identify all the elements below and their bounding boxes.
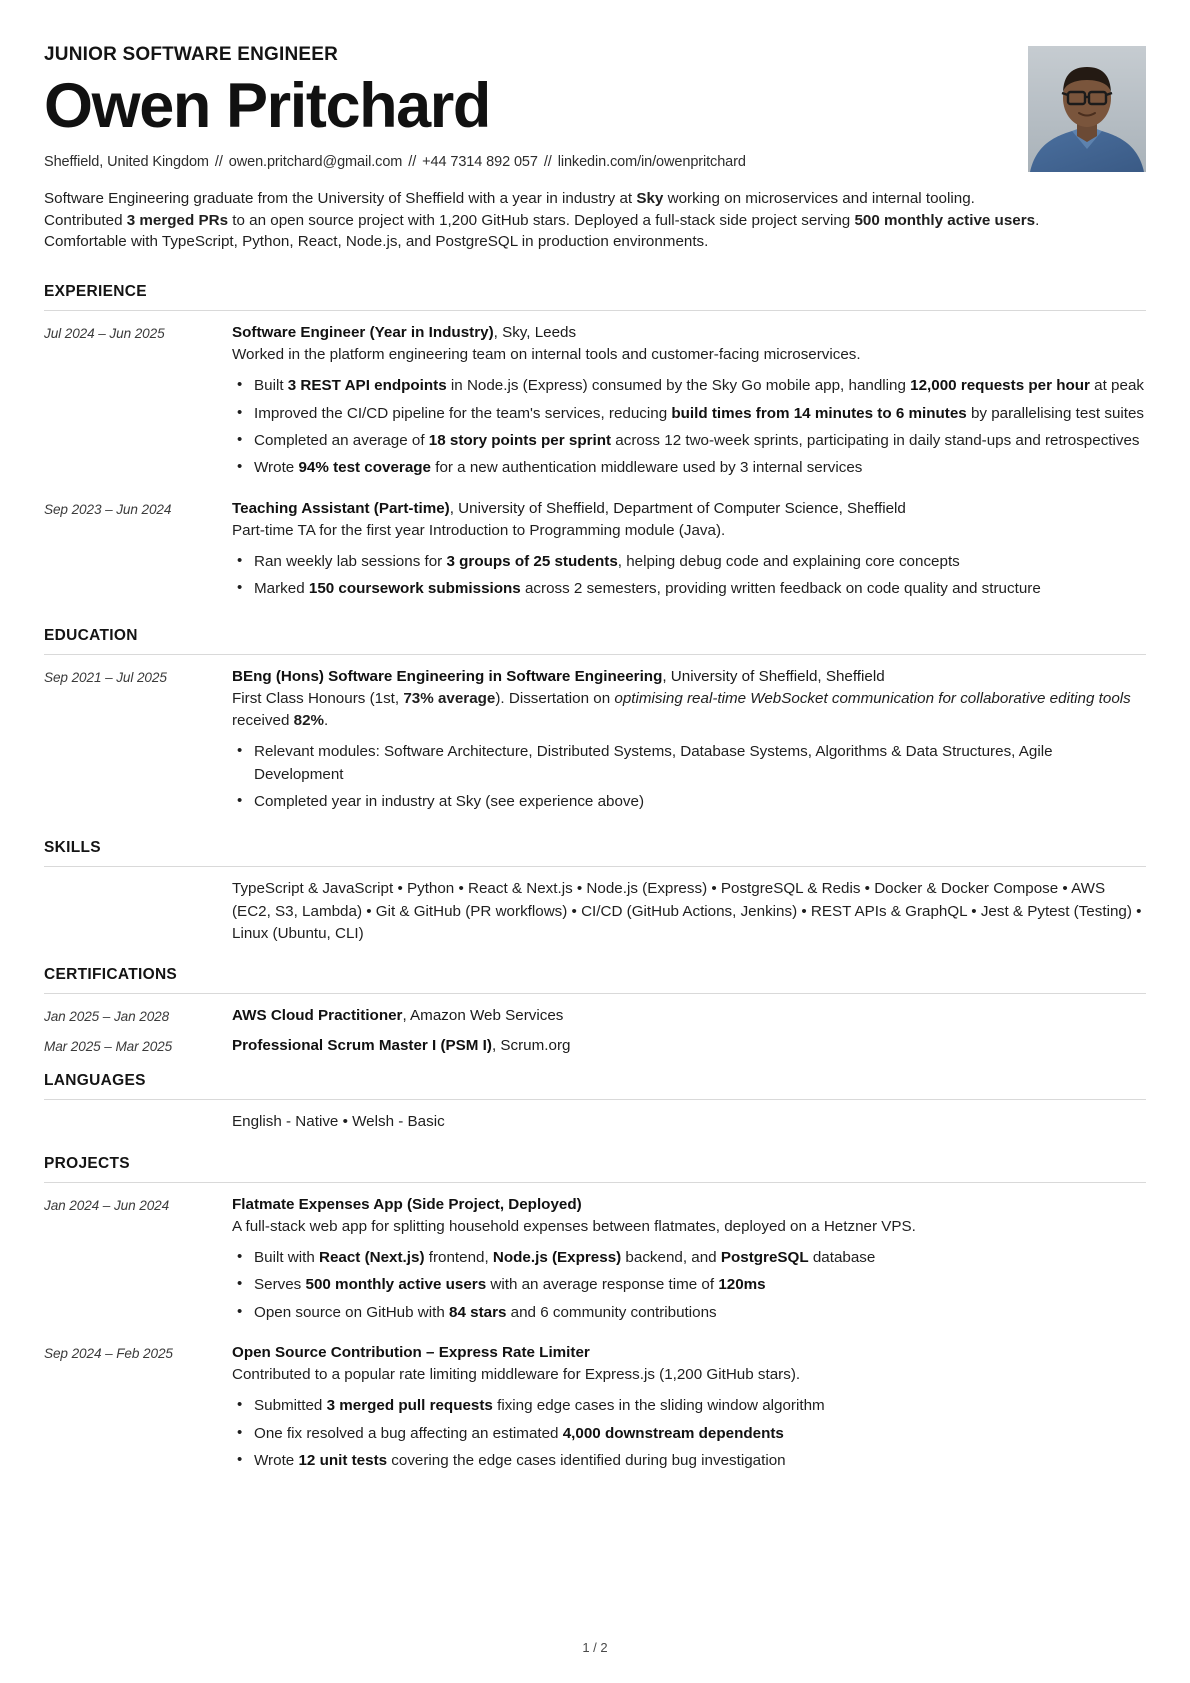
entry-bullet-fragment-0: Serves — [254, 1276, 306, 1294]
entry-bullet-fragment-1: 4,000 downstream dependents — [562, 1424, 784, 1442]
entry-bullet-fragment-2: in Node.js (Express) consumed by the Sky Go mobile app, handling — [446, 377, 911, 395]
section-education — [44, 619, 1146, 819]
entry-bullet-fragment-0: Wrote — [254, 459, 299, 477]
entry-heading-fragment-0: Flatmate Expenses App (Side Project, Deployed) — [232, 1195, 582, 1213]
entry-subtitle-fragment-0: A full-stack web app for splitting household expenses between flatmates, deployed on a Hetzner VPS. — [232, 1217, 916, 1235]
page-indicator: 1 / 2 — [582, 1640, 608, 1655]
entry-subtitle — [232, 520, 1146, 542]
section-divider — [44, 1099, 1146, 1100]
entry-bullet-fragment-1: 3 merged pull requests — [326, 1397, 493, 1415]
entry-heading — [232, 1194, 1146, 1216]
contact-separator-1: // — [214, 154, 223, 171]
section-title-projects: PROJECTS — [44, 1154, 130, 1172]
entry-bullet-fragment-0: Wrote — [254, 1452, 299, 1470]
entry-body — [232, 498, 1146, 606]
entry-bullet-fragment-2: across 12 two-week sprints, participating in daily stand-ups and retrospectives — [611, 432, 1140, 450]
entry-subtitle-fragment-0: Part-time TA for the first year Introduction to Programming module (Java). — [232, 521, 726, 539]
entry-date-range: Sep 2024 – Feb 2025 — [44, 1345, 173, 1361]
entry-subtitle-fragment-3: optimising real-time WebSocket communication for collaborative editing tools — [614, 689, 1131, 707]
entry-bullet-fragment-0: One fix resolved a bug affecting an estimated — [254, 1424, 563, 1442]
languages-date-spacer — [44, 1111, 232, 1113]
languages-body — [232, 1111, 1146, 1133]
entry-bullet-fragment-0: Open source on GitHub with — [254, 1303, 450, 1321]
entry-bullet-fragment-0: Ran weekly lab sessions for — [254, 553, 447, 571]
entry-bullet-fragment-2: and 6 community contributions — [506, 1303, 717, 1321]
entry-bullet-fragment-2: with an average response time of — [486, 1276, 719, 1294]
entry-bullet — [254, 1274, 1146, 1296]
professional-summary-fragment-0: Software Engineering graduate from the University of Sheffield with a year in industry at — [44, 190, 637, 208]
entry-bullet — [254, 741, 1146, 786]
section-divider — [44, 866, 1146, 867]
entry-heading-fragment-0: BEng (Hons) Software Engineering in Software Engineering — [232, 667, 663, 685]
skills-date-spacer — [44, 878, 232, 880]
resume-entry — [44, 498, 1146, 606]
contact-location: Sheffield, United Kingdom — [44, 154, 209, 171]
entry-bullet-fragment-0: Improved the CI/CD pipeline for the team's services, reducing — [254, 404, 672, 422]
entry-bullet-list — [232, 1395, 1146, 1472]
entry-bullet-fragment-3: 120ms — [718, 1276, 766, 1294]
entry-bullet-fragment-2: by parallelising test suites — [966, 404, 1145, 422]
entry-bullet — [254, 430, 1146, 452]
entry-bullet-list — [232, 375, 1146, 479]
entry-bullet — [254, 791, 1146, 813]
contact-separator-3: // — [543, 154, 552, 171]
entry-heading-fragment-1: , Amazon Web Services — [402, 1007, 564, 1025]
entry-bullet-fragment-3: 12,000 requests per hour — [910, 377, 1090, 395]
entry-date-range: Jan 2024 – Jun 2024 — [44, 1197, 170, 1213]
entry-bullet-fragment-1: React (Next.js) — [319, 1248, 425, 1266]
entry-heading-fragment-1: , University of Sheffield, Department of Computer Science, Sheffield — [449, 499, 906, 517]
entry-heading — [232, 322, 1146, 344]
entry-bullet-fragment-2: frontend, — [424, 1248, 493, 1266]
header-text-block — [44, 44, 1028, 188]
entry-subtitle-fragment-6: . — [324, 712, 329, 730]
section-title-certifications: CERTIFICATIONS — [44, 966, 178, 984]
entry-bullet-list — [232, 1247, 1146, 1324]
section-title-skills: SKILLS — [44, 839, 101, 857]
section-divider — [44, 993, 1146, 994]
entry-date-range: Sep 2021 – Jul 2025 — [44, 669, 167, 685]
professional-summary-fragment-4: to an open source project with 1,200 GitHub stars. Deployed a full-stack side project serving — [228, 211, 855, 229]
contact-separator-2: // — [408, 154, 417, 171]
skills-body — [232, 878, 1146, 945]
entry-date-range: Sep 2023 – Jun 2024 — [44, 501, 172, 517]
section-skills — [44, 831, 1146, 945]
entry-subtitle-fragment-4: received — [232, 712, 294, 730]
entry-heading-fragment-1: , Scrum.org — [491, 1036, 571, 1054]
entry-bullet-fragment-1: 18 story points per sprint — [428, 432, 612, 450]
entry-subtitle-fragment-0: Worked in the platform engineering team on internal tools and customer-facing microservices. — [232, 346, 861, 364]
entry-subtitle — [232, 1364, 1146, 1386]
job-title: JUNIOR SOFTWARE ENGINEER — [44, 44, 339, 65]
entry-bullet-fragment-1: 94% test coverage — [298, 459, 431, 477]
entry-bullet-fragment-0: Built — [254, 377, 288, 395]
section-divider — [44, 310, 1146, 311]
resume-entry — [44, 1342, 1146, 1477]
entry-bullet-fragment-0: Submitted — [254, 1397, 327, 1415]
entry-subtitle-fragment-2: ). Dissertation on — [495, 689, 615, 707]
section-title-languages: LANGUAGES — [44, 1072, 146, 1090]
entry-bullet — [254, 1302, 1146, 1324]
entry-bullet-list — [232, 551, 1146, 601]
professional-summary-fragment-3: 3 merged PRs — [126, 211, 229, 229]
entry-subtitle-fragment-0: Contributed to a popular rate limiting middleware for Express.js (1,200 GitHub stars). — [232, 1366, 801, 1384]
entry-bullet-fragment-0: Built with — [254, 1248, 319, 1266]
professional-summary — [44, 188, 1044, 253]
entry-heading-fragment-0: Teaching Assistant (Part-time) — [232, 499, 450, 517]
entry-subtitle — [232, 344, 1146, 366]
contact-line — [44, 154, 1028, 170]
resume-entry — [44, 1035, 1146, 1057]
section-languages — [44, 1064, 1146, 1133]
entry-body — [232, 1035, 1146, 1057]
contact-linkedin[interactable]: linkedin.com/in/owenpritchard — [557, 154, 746, 171]
entry-bullet-fragment-2: covering the edge cases identified during bug investigation — [387, 1452, 786, 1470]
experience-entries — [44, 322, 1146, 606]
entry-bullet-fragment-5: PostgreSQL — [720, 1248, 809, 1266]
entry-bullet — [254, 375, 1146, 397]
entry-bullet — [254, 1395, 1146, 1417]
entry-bullet-fragment-0: Marked — [254, 580, 309, 598]
section-divider — [44, 1182, 1146, 1183]
entry-body — [232, 1005, 1146, 1027]
entry-bullet — [254, 1247, 1146, 1269]
entry-subtitle-fragment-1: 73% average — [403, 689, 496, 707]
avatar-icon — [1028, 46, 1146, 172]
entry-bullet-fragment-1: 12 unit tests — [298, 1452, 388, 1470]
section-certifications — [44, 958, 1146, 1057]
entry-bullet-fragment-4: backend, and — [621, 1248, 721, 1266]
entry-subtitle — [232, 1216, 1146, 1238]
entry-bullet-fragment-6: database — [808, 1248, 876, 1266]
professional-summary-fragment-2: working on microservices and internal tooling. Contributed — [44, 190, 975, 229]
resume-entry — [44, 1194, 1146, 1329]
section-title-experience: EXPERIENCE — [44, 282, 147, 300]
professional-summary-fragment-6: . Comfortable with TypeScript, Python, React, Node.js, and PostgreSQL in production environments. — [44, 211, 1040, 251]
entry-heading — [232, 666, 1146, 688]
entry-subtitle-fragment-5: 82% — [293, 712, 325, 730]
entry-heading-fragment-1: , University of Sheffield, Sheffield — [662, 667, 885, 685]
entry-bullet-fragment-2: for a new authentication middleware used by 3 internal services — [431, 459, 863, 477]
entry-heading — [232, 1005, 1146, 1027]
entry-bullet — [254, 1423, 1146, 1445]
entry-heading-fragment-1: , Sky, Leeds — [493, 323, 577, 341]
candidate-name: Owen Pritchard — [44, 71, 491, 141]
project-entries — [44, 1194, 1146, 1478]
entry-bullet-fragment-0: Completed an average of — [254, 432, 429, 450]
entry-bullet-fragment-0: Relevant modules: Software Architecture, Distributed Systems, Database Systems, Algorithms & Data Structures, Agile Development — [254, 743, 1053, 783]
entry-heading-fragment-0: Open Source Contribution – Express Rate Limiter — [232, 1343, 590, 1361]
skills-list: TypeScript & JavaScript • Python • React & Next.js • Node.js (Express) • PostgreSQL & Redis • Docker & Docker Compose • AWS (EC2, S3, Lambda) • Git & GitHub (PR workflows) • CI/CD (GitHub Actions, Jenkins) • REST APIs & GraphQL • Jest & Pytest (Testing) • Linux (Ubuntu, CLI) — [232, 880, 1142, 943]
entry-body — [232, 1342, 1146, 1477]
resume-header — [44, 44, 1146, 188]
entry-bullet — [254, 578, 1146, 600]
certification-entries — [44, 1005, 1146, 1057]
profile-photo — [1028, 46, 1146, 172]
entry-bullet-fragment-3: Node.js (Express) — [492, 1248, 622, 1266]
entry-bullet — [254, 457, 1146, 479]
entry-heading — [232, 1342, 1146, 1364]
entry-date-range: Jan 2025 – Jan 2028 — [44, 1009, 170, 1025]
section-divider — [44, 654, 1146, 655]
languages-entry — [44, 1111, 1146, 1133]
skills-entry — [44, 878, 1146, 945]
entry-subtitle-fragment-0: First Class Honours (1st, — [232, 689, 404, 707]
entry-date-range: Mar 2025 – Mar 2025 — [44, 1038, 173, 1054]
entry-bullet-fragment-2: across 2 semesters, providing written feedback on code quality and structure — [520, 580, 1041, 598]
entry-bullet-list — [232, 741, 1146, 813]
entry-bullet-fragment-4: at peak — [1089, 377, 1144, 395]
entry-body — [232, 666, 1146, 819]
entry-heading-fragment-0: Professional Scrum Master I (PSM I) — [232, 1036, 492, 1054]
professional-summary-fragment-5: 500 monthly active users — [854, 211, 1036, 229]
section-title-education: EDUCATION — [44, 626, 138, 644]
section-experience — [44, 275, 1146, 606]
education-entries — [44, 666, 1146, 819]
entry-heading — [232, 1035, 1146, 1057]
entry-bullet-fragment-1: 500 monthly active users — [305, 1276, 487, 1294]
entry-bullet — [254, 1450, 1146, 1472]
section-projects — [44, 1147, 1146, 1478]
entry-bullet — [254, 551, 1146, 573]
entry-subtitle — [232, 688, 1146, 732]
entry-bullet-fragment-1: 3 REST API endpoints — [287, 377, 447, 395]
entry-bullet-fragment-1: 3 groups of 25 students — [446, 553, 618, 571]
entry-bullet-fragment-2: fixing edge cases in the sliding window algorithm — [492, 1397, 825, 1415]
entry-heading-fragment-0: Software Engineer (Year in Industry) — [232, 323, 494, 341]
contact-email[interactable]: owen.pritchard@gmail.com — [228, 154, 403, 171]
resume-entry — [44, 1005, 1146, 1027]
entry-bullet-fragment-1: 150 coursework submissions — [308, 580, 521, 598]
languages-list: English - Native • Welsh - Basic — [232, 1113, 445, 1131]
entry-date-range: Jul 2024 – Jun 2025 — [44, 325, 165, 341]
entry-heading — [232, 498, 1146, 520]
entry-bullet-fragment-2: , helping debug code and explaining core concepts — [617, 553, 960, 571]
resume-entry — [44, 666, 1146, 819]
entry-body — [232, 1194, 1146, 1329]
entry-bullet-fragment-1: 84 stars — [449, 1303, 507, 1321]
contact-phone[interactable]: +44 7314 892 057 — [422, 154, 538, 171]
resume-entry — [44, 322, 1146, 485]
entry-bullet — [254, 403, 1146, 425]
entry-body — [232, 322, 1146, 485]
entry-heading-fragment-0: AWS Cloud Practitioner — [232, 1007, 403, 1025]
professional-summary-fragment-1: Sky — [636, 190, 664, 208]
entry-bullet-fragment-0: Completed year in industry at Sky (see experience above) — [254, 793, 645, 811]
entry-bullet-fragment-1: build times from 14 minutes to 6 minutes — [671, 404, 967, 422]
